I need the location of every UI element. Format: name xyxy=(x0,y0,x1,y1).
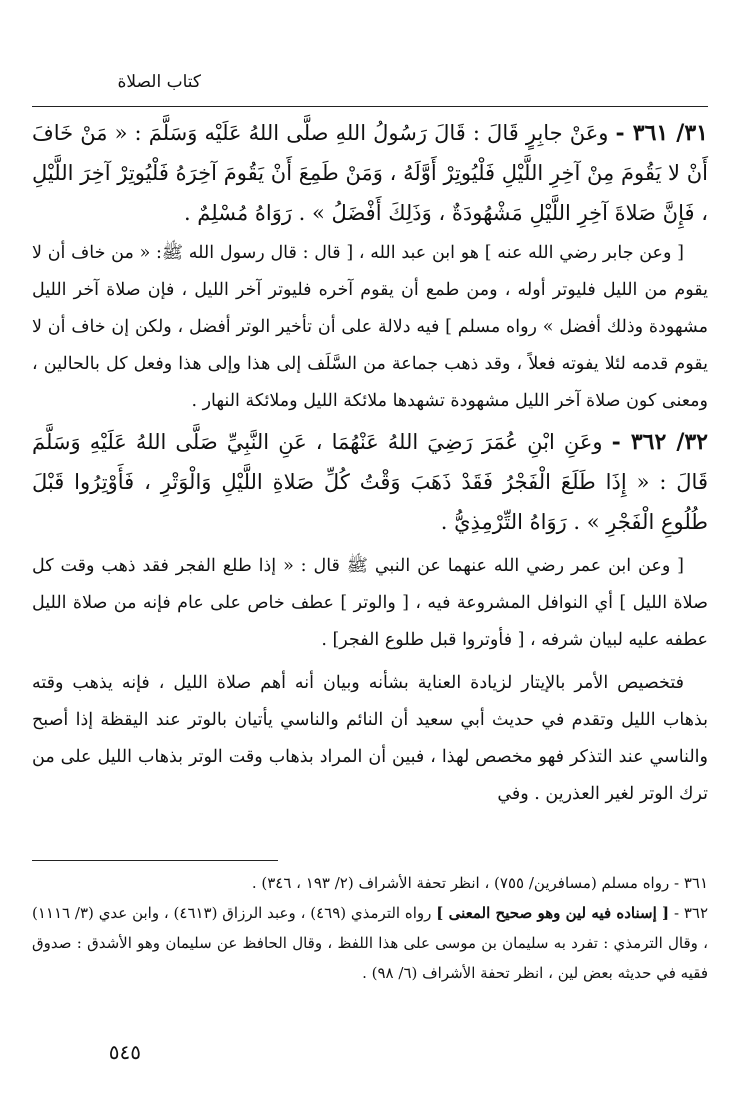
hadith-32-text: وعَنِ ابْنِ عُمَرَ رَضِيَ اللهُ عَنْهُمَا ، عَنِ النَّبِيِّ صَلَّى اللهُ عَلَيْهِ وَسَلَّمَ قَالَ : « إِذَا طَلَعَ الْفَجْرُ فَقَدْ ذَهَبَ وَقْتُ كُلِّ صَلاةِ اللَّيْلِ وَالْوَتْرِ ، فَأَوْتِرُوا قَبْلَ طُلُوعِ الْفَجْرِ » . رَوَاهُ التِّرْمِذِيُّ . xyxy=(32,430,708,534)
header-rule xyxy=(32,106,708,107)
footnote-362-text: رواه الترمذي (٤٦٩) ، وعبد الرزاق (٤٦١٣) ، وابن عدي (٣/ ١١١٦) ، وقال الترمذي : تفرد به سليمان بن موسى على هذا اللفظ ، وقال الحافظ عن سليمان وهو الأشدق : صدوق فقيه في حديثه بعض لين ، انظر تحفة الأشراف (٦/ ٩٨) . xyxy=(32,904,708,982)
running-header: كتاب الصلاة xyxy=(117,72,201,92)
footnote-362-grading: [ إسناده فيه لين وهو صحيح المعنى ] xyxy=(436,904,670,922)
hadith-31-number: ٣١/ ٣٦١ - xyxy=(615,120,708,146)
footnote-rule xyxy=(32,860,278,861)
commentary-32-paragraph-2: فتخصيص الأمر بالإيتار لزيادة العناية بشأنه وبيان أنه أهم صلاة الليل ، فإنه يذهب وقته بذهاب الليل وتقدم في حديث أبي سعيد أن النائم والناسي يأتيان بالوتر عند اليقظة إذا أصبح والناسي عند التذكر فهو مخصص لهذا ، فبين أن المراد بذهاب وقت الوتر بذهاب الليل على من ترك الوتر لغير العذرين . وفي xyxy=(32,673,708,804)
hadith-31 xyxy=(32,113,708,233)
footnote-362-number: ٣٦٢ - xyxy=(673,904,708,922)
footnote-362 xyxy=(32,898,708,988)
hadith-32 xyxy=(32,422,708,542)
commentary-31: [ وعن جابر رضي الله عنه ] هو ابن عبد الله ، [ قال : قال رسول الله ﷺ: « من خاف أن لا يقوم من الليل فليوتر أوله ، ومن طمع أن يقوم آخره فليوتر آخر الليل ، فإن صلاة آخر الليل مشهودة وذلك أفضل » رواه مسلم ] فيه دلالة على أن تأخير الوتر أفضل ، ولكن إن خاف أن لا يقوم قدمه لئلا يفوته فعلاً ، وقد ذهب جماعة من السَّلَف إلى هذا وإلى هذا وفعل كل بالحالين ، ومعنى كون صلاة آخر الليل مشهودة تشهدها ملائكة الليل وملائكة النهار . xyxy=(32,243,708,411)
hadith-32-number: ٣٢/ ٣٦٢ - xyxy=(611,429,708,455)
page-number: ٥٤٥ xyxy=(108,1040,141,1064)
commentary-32-paragraph-1: [ وعن ابن عمر رضي الله عنهما عن النبي ﷺ قال : « إذا طلع الفجر فقد ذهب وقت كل صلاة الليل ] أي النوافل المشروعة فيه ، [ والوتر ] عطف خاص على عام فإنه من صلاة الليل عطفه عليه لبيان شرفه ، [ فأوتروا قبل طلوع الفجر] . xyxy=(32,556,708,650)
hadith-31-text: وعَنْ جابِرٍ قَالَ : قَالَ رَسُولُ اللهِ صلَّى اللهُ عَلَيْه وَسَلَّمَ : « مَنْ خَافَ أَنْ لا يَقُومَ مِنْ آخِرِ اللَّيْلِ فَلْيُوتِرْ أَوَّلَهُ ، وَمَنْ طَمِعَ أَنْ يَقُومَ آخِرَهُ فَلْيُوتِرْ آخِرَ اللَّيْلِ ، فَإِنَّ صَلاةَ آخِرِ اللَّيْلِ مَشْهُودَةٌ ، وَذَلِكَ أَفْضَلُ » . رَوَاهُ مُسْلِمٌ . xyxy=(32,121,708,225)
footnote-361: ٣٦١ - رواه مسلم (مسافرين/ ٧٥٥) ، انظر تحفة الأشراف (٢/ ١٩٣ ، ٣٤٦) . xyxy=(251,874,708,892)
footnotes xyxy=(32,868,708,988)
main-content xyxy=(32,113,708,813)
